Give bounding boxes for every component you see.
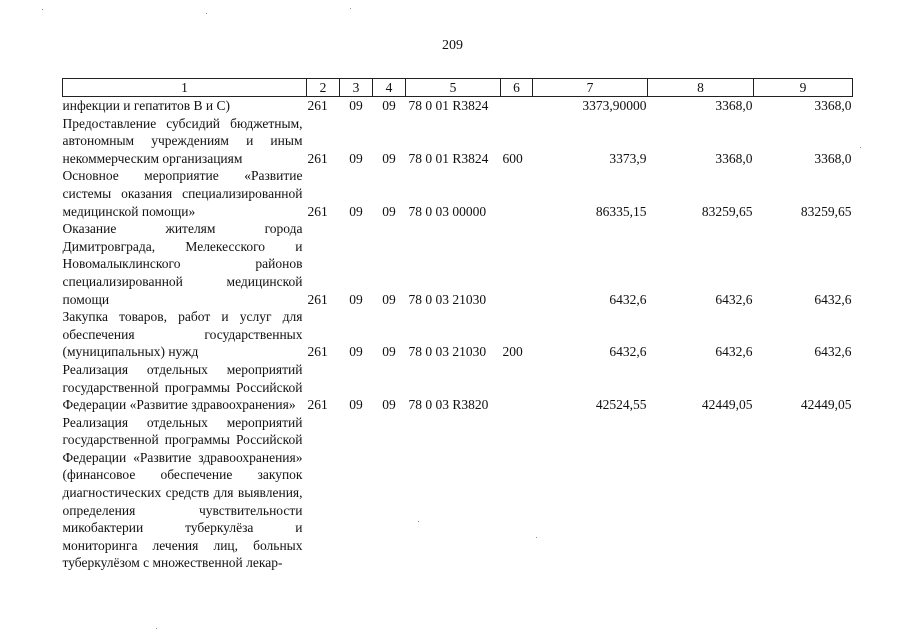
row-col-2 [307,414,340,572]
header-col-6: 6 [501,79,533,97]
row-col-8: 6432,6 [715,344,753,360]
row-col-3: 09 [349,98,363,113]
page-number: 209 [442,38,463,53]
scan-speck [156,628,157,629]
row-col-8: 3368,0 [715,150,753,166]
row-col-6: 200 [502,344,523,360]
table-row [63,97,853,115]
row-col-4: 09 [382,98,396,113]
row-col-5: 78 0 01 R3824 [408,98,489,113]
row-col-6 [501,220,533,308]
row-description: Предоставление субсидий бюджетным, автономным учреждениям и иным некоммерческим организациям [62,115,303,166]
row-col-3: 09 [349,203,363,219]
scan-speck [42,9,43,10]
row-col-9: 6432,6 [814,344,852,360]
row-col-7: 86335,15 [595,203,647,219]
budget-table [62,78,853,572]
row-col-9: 3368,0 [814,150,852,166]
row-col-2: 261 [307,98,328,113]
header-row [63,79,853,97]
header-col-5: 5 [406,79,501,97]
row-col-7: 6432,6 [609,291,647,307]
row-col-6: 600 [502,150,523,166]
scan-speck [206,13,207,14]
row-col-2: 261 [307,291,328,307]
row-col-4: 09 [382,203,396,219]
row-col-7: 3373,9 [609,150,647,166]
row-col-9 [754,414,853,572]
row-col-9: 83259,65 [800,203,852,219]
row-col-6 [501,361,533,414]
row-col-4 [373,414,406,572]
row-col-6 [501,414,533,572]
table-header [63,79,853,97]
row-col-7: 42524,55 [595,397,647,413]
table-body [63,97,853,573]
row-col-5 [406,414,501,572]
header-col-2: 2 [307,79,340,97]
row-col-8: 3368,0 [715,98,753,113]
header-col-4: 4 [373,79,406,97]
row-description: Основное мероприятие «Развитие системы оказания специализированной медицинской помощи» [62,168,303,219]
header-col-8: 8 [648,79,754,97]
row-col-3: 09 [349,150,363,166]
row-col-3: 09 [349,397,363,413]
row-col-3 [340,414,373,572]
scan-speck [350,8,351,9]
row-description: Оказание жителям города Димитровграда, Мелекесского и Новомалыклинского районов специализированной медицинской помощи [62,221,303,307]
row-col-5: 78 0 01 R3824 [408,150,489,166]
row-col-2: 261 [307,344,328,360]
row-col-7: 6432,6 [609,344,647,360]
row-col-8 [648,414,754,572]
row-col-8: 6432,6 [715,291,753,307]
row-col-5: 78 0 03 00000 [408,203,487,219]
header-col-1: 1 [63,79,307,97]
row-col-4: 09 [382,344,396,360]
row-col-9: 6432,6 [814,291,852,307]
scan-speck [860,147,861,148]
row-col-3: 09 [349,344,363,360]
row-col-2: 261 [307,150,328,166]
row-description: Реализация отдельных мероприятий государственной программы Российской Федерации «Развитие здравоохранения» [62,361,303,413]
table-row [63,414,853,572]
row-col-5: 78 0 03 21030 [408,344,487,360]
row-col-6 [501,167,533,220]
row-col-3: 09 [349,291,363,307]
row-col-5: 78 0 03 R3820 [408,397,489,413]
row-col-7 [533,414,648,572]
row-col-4: 09 [382,397,396,413]
row-col-2: 261 [307,397,328,413]
scan-speck [418,521,419,522]
table-row [63,220,853,308]
row-col-7: 3373,90000 [582,98,647,113]
header-col-7: 7 [533,79,648,97]
row-description: Реализация отдельных мероприятий государственной программы Российской Федерации «Развитие здравоохранения» (финансовое обеспечение закупок диагностических средств для выявления, определения чувствительности микобактерии туберкулёза и мониторинга лечения лиц, больных туберкулёзом с множественной лекар- [62,414,303,571]
row-description: Закупка товаров, работ и услуг для обеспечения государственных (муниципальных) нужд [62,309,303,360]
scan-speck [536,537,537,538]
row-col-5: 78 0 03 21030 [408,291,487,307]
row-col-6 [501,97,533,115]
table-row [63,308,853,361]
row-col-8: 83259,65 [701,203,753,219]
row-col-8: 42449,05 [701,397,753,413]
row-col-9: 42449,05 [800,397,852,413]
row-description: инфекции и гепатитов В и С) [62,98,230,113]
row-col-9: 3368,0 [814,98,852,113]
row-col-2: 261 [307,203,328,219]
header-col-3: 3 [340,79,373,97]
row-col-4: 09 [382,291,396,307]
table-row [63,167,853,220]
table-row [63,115,853,168]
header-col-9: 9 [754,79,853,97]
table-row [63,361,853,414]
row-col-4: 09 [382,150,396,166]
